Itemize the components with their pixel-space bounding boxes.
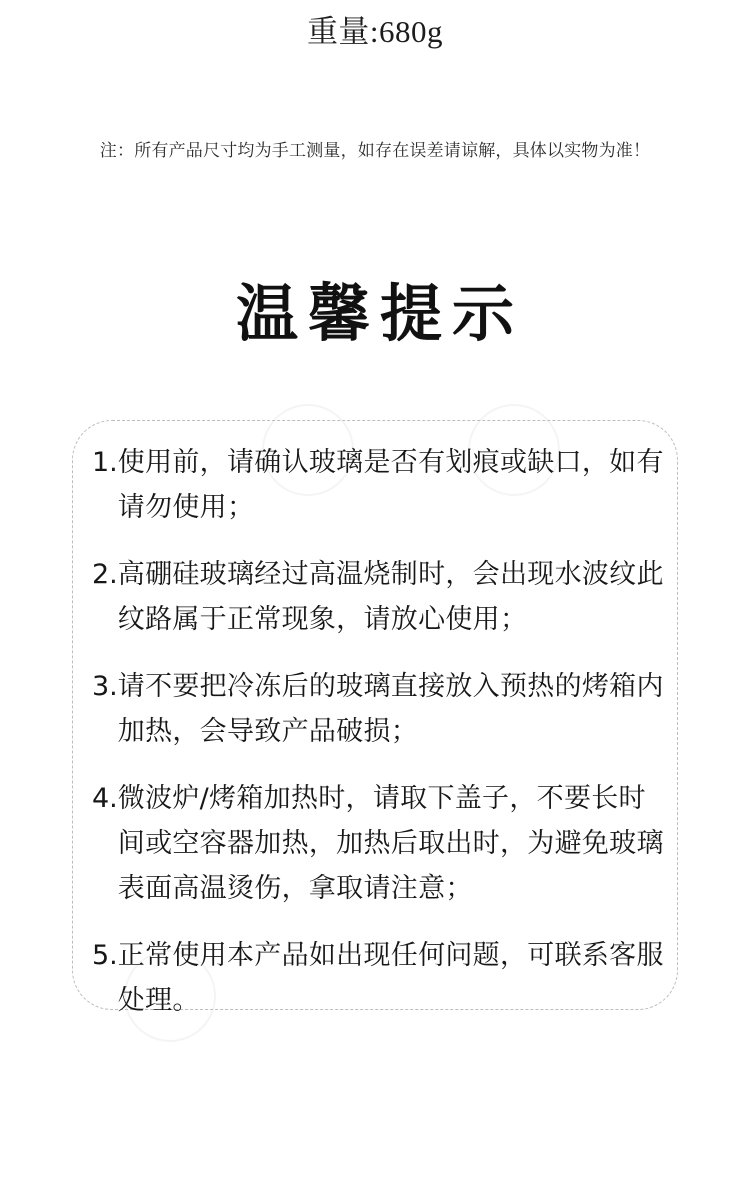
- list-item-text: 请不要把冷冻后的玻璃直接放入预热的烤箱内加热，会导致产品破损；: [117, 671, 664, 747]
- list-item: [92, 440, 664, 530]
- list-item: [92, 776, 664, 911]
- list-item-number: 5.: [92, 940, 118, 971]
- list-item-number: 4.: [92, 783, 118, 814]
- tips-section-title: 温馨提示: [235, 277, 524, 350]
- list-item: [92, 664, 664, 754]
- list-item-number: 2.: [92, 559, 118, 590]
- list-item-number: 1.: [92, 447, 118, 478]
- product-weight-text: 重量:680g: [306, 14, 444, 49]
- list-item-text: 微波炉/烤箱加热时，请取下盖子，不要长时间或空容器加热，加热后取出时，为避免玻璃表面高温烫伤，拿取请注意；: [117, 783, 664, 904]
- measurement-note-text: 注：所有产品尺寸均为手工测量，如存在误差请谅解，具体以实物为准！: [99, 141, 651, 160]
- list-item-number: 3.: [92, 671, 118, 702]
- list-item: [92, 552, 664, 642]
- list-item-text: 高硼硅玻璃经过高温烧制时，会出现水波纹此纹路属于正常现象，请放心使用；: [117, 559, 664, 635]
- list-item: [92, 933, 664, 1023]
- tips-list: [92, 440, 664, 1023]
- list-item-text: 正常使用本产品如出现任何问题，可联系客服处理。: [117, 940, 664, 1016]
- list-item-text: 使用前，请确认玻璃是否有划痕或缺口，如有请勿使用；: [117, 447, 664, 523]
